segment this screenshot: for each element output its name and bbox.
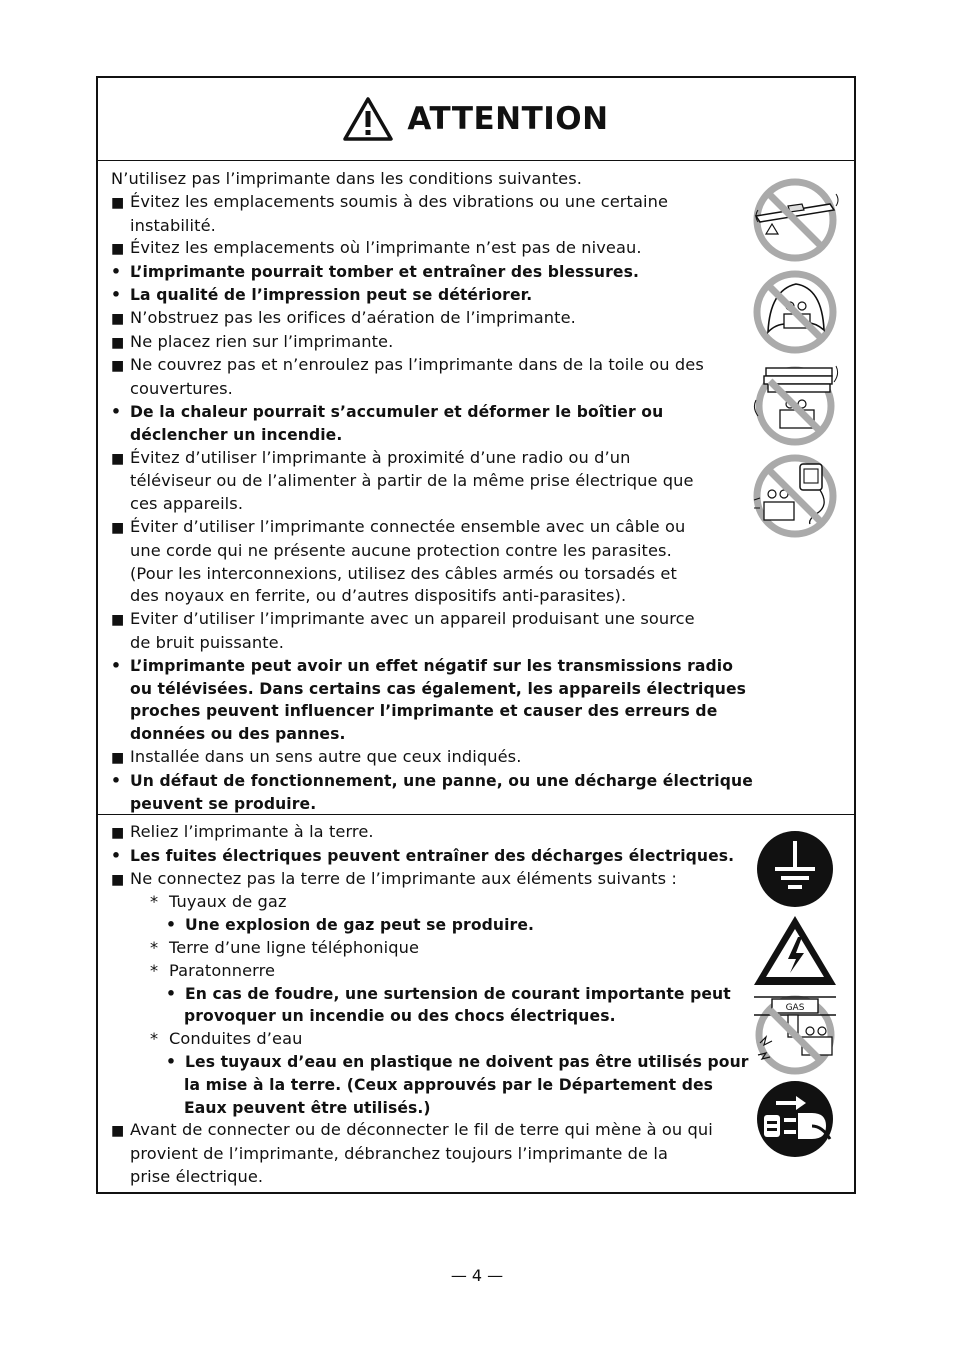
square-bullet-icon: ■ [111, 310, 125, 327]
placement-warnings-text [111, 168, 753, 815]
sub-list-item: * Conduites d’eau [111, 1028, 731, 1051]
square-bullet-icon: ■ [111, 450, 125, 467]
list-item-continuation: des noyaux en ferrite, ou d’autres dispositifs anti-parasites). [130, 586, 627, 606]
square-bullet-icon: ■ [111, 334, 125, 351]
square-bullet-icon: ■ [111, 612, 125, 629]
grounding-text [111, 821, 749, 1189]
list-item-continuation: téléviseur ou de l’alimenter à partir de la même prise électrique que [130, 471, 694, 491]
placement-warnings-section [98, 160, 854, 815]
ground-icon [750, 829, 840, 909]
dot-bullet-icon: • [111, 402, 122, 421]
consequence-item: • De la chaleur pourrait s’accumuler et déformer le boîtier ou [111, 401, 731, 424]
list-item-continuation: une corde qui ne présente aucune protection contre les parasites. [130, 540, 672, 560]
square-bullet-icon: ■ [111, 825, 125, 841]
sub-list-item: * Terre d’une ligne téléphonique [111, 937, 731, 960]
no-unstable-surface-icon [750, 176, 840, 264]
dot-bullet-icon: • [111, 771, 122, 790]
gas-label: GAS [785, 1003, 805, 1013]
grounding-section [98, 815, 854, 1192]
no-stacking-icon [750, 360, 840, 448]
list-item: ■ Ne placez rien sur l’imprimante. [111, 331, 731, 355]
sub-list-item: * Paratonnerre [111, 960, 731, 983]
list-item-continuation: instabilité. [130, 215, 216, 235]
list-item-continuation: ces appareils. [130, 494, 244, 514]
sub-consequence-continuation: provoquer un incendie ou des chocs électriques. [184, 1007, 616, 1026]
dot-bullet-icon: • [166, 916, 177, 935]
square-bullet-icon: ■ [111, 519, 125, 536]
list-item: ■ Eviter d’utiliser l’imprimante avec un appareil produisant une source [111, 608, 731, 632]
attention-header [98, 78, 854, 161]
list-item-continuation: prise électrique. [130, 1166, 264, 1186]
list-item-continuation: couvertures. [130, 379, 233, 399]
unplug-icon [750, 1079, 840, 1159]
sub-list-item: * Tuyaux de gaz [111, 891, 731, 914]
list-item: ■ Installée dans un sens autre que ceux indiqués. [111, 746, 731, 770]
consequence-item: • La qualité de l’impression peut se détériorer. [111, 284, 731, 307]
consequence-item: • Les fuites électriques peuvent entraîner des décharges électriques. [111, 845, 731, 868]
asterisk-marker: * [150, 937, 159, 957]
consequence-continuation: peuvent se produire. [130, 794, 317, 813]
dot-bullet-icon: • [166, 1052, 177, 1071]
consequence-item: • L’imprimante pourrait tomber et entraîner des blessures. [111, 261, 731, 284]
asterisk-marker: * [150, 892, 159, 912]
dot-bullet-icon: • [166, 984, 177, 1003]
warning-triangle-icon [343, 97, 393, 141]
consequence-item: • L’imprimante peut avoir un effet négatif sur les transmissions radio [111, 655, 731, 678]
sub-consequence-continuation: Eaux peuvent être utilisés.) [184, 1098, 431, 1117]
attention-box [96, 76, 856, 1194]
list-item-continuation: provient de l’imprimante, débranchez toujours l’imprimante de la [130, 1144, 668, 1164]
list-item: ■ Avant de connecter ou de déconnecter le fil de terre qui mène à ou qui [111, 1119, 731, 1143]
list-item: ■ Évitez d’utiliser l’imprimante à proximité d’une radio ou d’un [111, 447, 731, 471]
page-number: — 4 — [450, 1266, 504, 1285]
list-item-continuation: (Pour les interconnexions, utilisez des câbles armés ou torsadés et [130, 563, 677, 583]
consequence-continuation: déclencher un incendie. [130, 425, 343, 444]
sub-consequence-item: • Les tuyaux d’eau en plastique ne doivent pas être utilisés pour [111, 1051, 731, 1074]
list-item: ■ Ne connectez pas la terre de l’imprimante aux éléments suivants : [111, 868, 731, 892]
consequence-item: • Un défaut de fonctionnement, une panne, ou une décharge électrique [111, 770, 731, 793]
asterisk-marker: * [150, 960, 159, 980]
list-item: ■ Éviter d’utiliser l’imprimante connectée ensemble avec un câble ou [111, 516, 731, 540]
grounding-icons [750, 829, 840, 1163]
dot-bullet-icon: • [111, 285, 122, 304]
dot-bullet-icon: • [111, 846, 122, 865]
placement-icons [750, 176, 840, 544]
list-item: ■ Évitez les emplacements soumis à des vibrations ou une certaine [111, 191, 731, 215]
square-bullet-icon: ■ [111, 749, 125, 766]
no-covering-icon [750, 268, 840, 356]
attention-title: ATTENTION [407, 101, 609, 137]
no-gas-pipe-ground-icon [750, 993, 840, 1075]
square-bullet-icon: ■ [111, 194, 125, 211]
list-item-continuation: de bruit puissante. [130, 632, 284, 652]
sub-consequence-item: • Une explosion de gaz peut se produire. [111, 914, 731, 937]
dot-bullet-icon: • [111, 263, 122, 282]
consequence-continuation: données ou des pannes. [130, 725, 346, 744]
consequence-continuation: proches peuvent influencer l’imprimante et causer des erreurs de [130, 702, 718, 721]
square-bullet-icon: ■ [111, 871, 125, 888]
list-item: ■ N’obstruez pas les orifices d’aération de l’imprimante. [111, 307, 731, 331]
square-bullet-icon: ■ [111, 358, 125, 375]
square-bullet-icon: ■ [111, 241, 125, 258]
no-radio-interference-icon [750, 452, 840, 540]
asterisk-marker: * [150, 1029, 159, 1049]
sub-consequence-continuation: la mise à la terre. (Ceux approuvés par le Département des [184, 1075, 714, 1094]
sub-consequence-item: • En cas de foudre, une surtension de courant importante peut [111, 983, 731, 1006]
dot-bullet-icon: • [111, 656, 122, 675]
list-item: ■ Évitez les emplacements où l’imprimante n’est pas de niveau. [111, 237, 731, 261]
consequence-continuation: ou télévisées. Dans certains cas également, les appareils électriques [130, 679, 747, 698]
intro-text: N’utilisez pas l’imprimante dans les conditions suivantes. [111, 169, 583, 188]
list-item: ■ Reliez l’imprimante à la terre. [111, 821, 731, 845]
square-bullet-icon: ■ [111, 1123, 125, 1140]
electric-shock-warning-icon [750, 913, 840, 989]
list-item: ■ Ne couvrez pas et n’enroulez pas l’imprimante dans de la toile ou des [111, 354, 731, 378]
